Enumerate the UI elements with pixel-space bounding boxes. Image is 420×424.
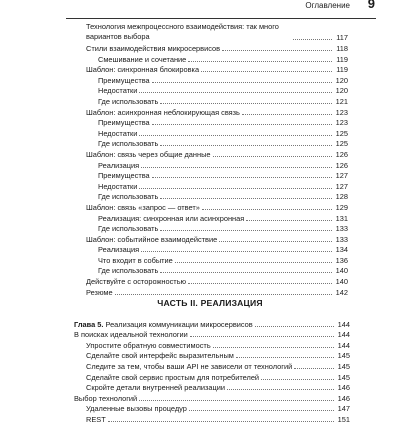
toc-entry[interactable]	[86, 127, 348, 138]
dot-leader	[160, 229, 332, 231]
dot-leader	[236, 356, 334, 358]
dot-leader	[152, 176, 332, 178]
toc-entry[interactable]	[74, 339, 350, 350]
toc-page-number: 140	[335, 266, 348, 276]
toc-entry[interactable]	[74, 403, 350, 414]
toc-entry-label: Удаленные вызовы процедур	[86, 404, 187, 414]
toc-entry[interactable]	[74, 371, 350, 382]
toc-entry-label: REST	[86, 414, 106, 424]
dot-leader	[213, 346, 334, 348]
toc-page-number: 120	[335, 86, 348, 96]
toc-entry-label: Преимущества	[98, 118, 150, 128]
toc-page-number: 129	[335, 202, 348, 212]
table-of-contents-part-2	[74, 318, 350, 424]
toc-page-number: 119	[336, 65, 348, 75]
dot-leader	[294, 367, 334, 369]
toc-page-number: 118	[336, 44, 348, 53]
table-of-contents	[86, 22, 348, 297]
toc-entry[interactable]	[74, 350, 350, 361]
toc-entry-label: Сделайте свой сервис простым для потребителей	[86, 372, 260, 382]
toc-entry-label: Упростите обратную совместимость	[86, 340, 211, 350]
toc-page-number: 133	[335, 224, 348, 234]
dot-leader	[219, 240, 332, 242]
dot-leader	[139, 399, 334, 401]
toc-entry-label: Где использовать	[98, 192, 159, 202]
running-header	[66, 0, 376, 19]
toc-page-number: 127	[335, 171, 348, 181]
toc-entry-label: Технология межпроцессного взаимодействия: так много вариантов выбора	[86, 22, 279, 42]
dot-leader	[139, 91, 332, 93]
dot-leader	[139, 187, 332, 189]
toc-page-number: 120	[335, 75, 348, 85]
dot-leader	[160, 271, 332, 273]
toc-entry-label: Шаблон: связь через общие данные	[86, 149, 211, 159]
toc-page-number: 151	[337, 414, 350, 424]
toc-entry[interactable]	[86, 212, 348, 223]
toc-entry[interactable]	[74, 329, 350, 340]
toc-chapter-entry[interactable]	[74, 318, 350, 329]
toc-entry[interactable]	[86, 22, 348, 42]
dot-leader	[152, 81, 332, 83]
toc-entry-label: Реализация: синхронная или асинхронная	[98, 213, 245, 223]
dot-leader	[213, 155, 333, 157]
toc-page-number: 123	[335, 107, 348, 117]
dot-leader	[227, 388, 334, 390]
toc-entry[interactable]	[86, 106, 348, 117]
toc-entry[interactable]	[74, 392, 350, 403]
toc-page-number: 126	[335, 149, 348, 159]
toc-entry-label: Недостатки	[98, 128, 138, 138]
dot-leader	[293, 38, 332, 40]
toc-page-number: 147	[337, 404, 350, 414]
toc-page-number: 121	[335, 96, 348, 106]
toc-entry-label: В поисках идеальной технологии	[74, 330, 188, 340]
dot-leader	[188, 60, 332, 62]
toc-entry[interactable]	[86, 180, 348, 191]
toc-entry-label: Сделайте свой интерфейс выразительным	[86, 351, 234, 361]
toc-page-number: 125	[335, 139, 348, 149]
dot-leader	[139, 134, 332, 136]
toc-entry[interactable]	[86, 286, 348, 297]
dot-leader	[160, 102, 332, 104]
toc-page-number: 125	[335, 128, 348, 138]
toc-entry-label: Шаблон: событийное взаимодействие	[86, 234, 218, 244]
dot-leader	[160, 197, 332, 199]
toc-entry-label: Реализация	[98, 245, 140, 255]
toc-page-number: 131	[335, 213, 348, 223]
toc-entry-label	[74, 320, 253, 329]
toc-entry-label: Преимущества	[98, 171, 150, 181]
dot-leader	[108, 420, 334, 422]
toc-entry[interactable]	[86, 275, 348, 286]
toc-entry[interactable]	[86, 265, 348, 276]
dot-leader	[141, 166, 332, 168]
dot-leader	[115, 293, 332, 295]
toc-entry[interactable]	[86, 244, 348, 255]
toc-entry[interactable]	[86, 85, 348, 96]
toc-entry-label: Где использовать	[98, 139, 159, 149]
part-heading: ЧАСТЬ II. РЕАЛИЗАЦИЯ	[157, 298, 263, 308]
toc-page-number: 145	[337, 351, 350, 361]
toc-page-number: 144	[337, 340, 350, 350]
toc-entry[interactable]	[86, 233, 348, 244]
dot-leader	[201, 70, 332, 72]
toc-entry[interactable]	[86, 191, 348, 202]
toc-entry[interactable]	[86, 95, 348, 106]
chapter-number: Глава 5.	[74, 319, 104, 329]
dot-leader	[175, 261, 332, 263]
toc-page-number: 144	[337, 319, 350, 329]
dot-leader	[152, 123, 332, 125]
toc-page-number: 142	[335, 287, 348, 297]
toc-page-number: 127	[335, 181, 348, 191]
toc-entry-label: Реализация	[98, 160, 140, 170]
running-header-title: Оглавление	[305, 1, 350, 10]
dot-leader	[189, 409, 334, 411]
toc-entry[interactable]	[86, 53, 348, 64]
toc-entry[interactable]	[86, 148, 348, 159]
toc-entry[interactable]	[86, 42, 348, 53]
chapter-title: Реализация коммуникации микросервисов	[103, 319, 253, 329]
toc-entry[interactable]	[86, 74, 348, 85]
dot-leader	[160, 144, 332, 146]
dot-leader	[246, 219, 332, 221]
toc-page-number: 145	[337, 372, 350, 382]
toc-entry-label: Следите за тем, чтобы ваши API не зависели от технологий	[86, 361, 293, 371]
toc-entry-label: Стили взаимодействия микросервисов	[86, 44, 221, 53]
toc-entry-label: Где использовать	[98, 96, 159, 106]
toc-entry-label: Что входит в событие	[98, 255, 173, 265]
toc-entry[interactable]	[74, 413, 350, 424]
toc-entry[interactable]	[86, 138, 348, 149]
dot-leader	[188, 282, 332, 284]
toc-entry[interactable]	[86, 159, 348, 170]
toc-page-number: 136	[335, 255, 348, 265]
dot-leader	[255, 325, 334, 327]
dot-leader	[202, 208, 332, 210]
toc-page-number: 128	[335, 192, 348, 202]
toc-page-number: 133	[335, 234, 348, 244]
toc-entry-label: Недостатки	[98, 181, 138, 191]
toc-entry-label: Резюме	[86, 287, 113, 297]
toc-entry-label: Преимущества	[98, 75, 150, 85]
toc-page-number: 146	[337, 383, 350, 393]
page-number: 9	[367, 0, 375, 11]
toc-page-number: 140	[335, 277, 348, 287]
toc-page-number: 126	[335, 160, 348, 170]
dot-leader	[222, 49, 332, 51]
dot-leader	[242, 113, 332, 115]
toc-entry[interactable]	[86, 201, 348, 212]
toc-entry[interactable]	[86, 170, 348, 181]
toc-page-number: 145	[337, 361, 350, 371]
toc-entry-label: Где использовать	[98, 266, 159, 276]
toc-entry-label: Выбор технологий	[74, 393, 138, 403]
toc-entry[interactable]	[86, 64, 348, 75]
toc-page-number: 123	[335, 118, 348, 128]
dot-leader	[190, 335, 334, 337]
toc-entry[interactable]	[86, 254, 348, 265]
toc-page-number: 119	[336, 54, 348, 64]
dot-leader	[261, 378, 334, 380]
toc-entry[interactable]	[86, 117, 348, 128]
toc-entry-label: Скройте детали внутренней реализации	[86, 383, 225, 393]
toc-page-number: 134	[335, 245, 348, 255]
toc-entry[interactable]	[74, 360, 350, 371]
toc-entry-label: Шаблон: связь «запрос — ответ»	[86, 202, 200, 212]
toc-entry[interactable]	[86, 223, 348, 234]
toc-page-number: 146	[337, 393, 350, 403]
toc-entry-label: Недостатки	[98, 86, 138, 96]
toc-entry[interactable]	[74, 382, 350, 393]
toc-page-number: 144	[337, 330, 350, 340]
toc-entry-label: Шаблон: асинхронная неблокирующая связь	[86, 107, 240, 117]
toc-entry-label: Шаблон: синхронная блокировка	[86, 65, 200, 75]
toc-entry-label: Смешивание и сочетание	[98, 54, 187, 64]
toc-entry-label: Действуйте с осторожностью	[86, 277, 187, 287]
toc-page-number: 117	[336, 33, 348, 43]
dot-leader	[141, 250, 332, 252]
toc-entry-label: Где использовать	[98, 224, 159, 234]
